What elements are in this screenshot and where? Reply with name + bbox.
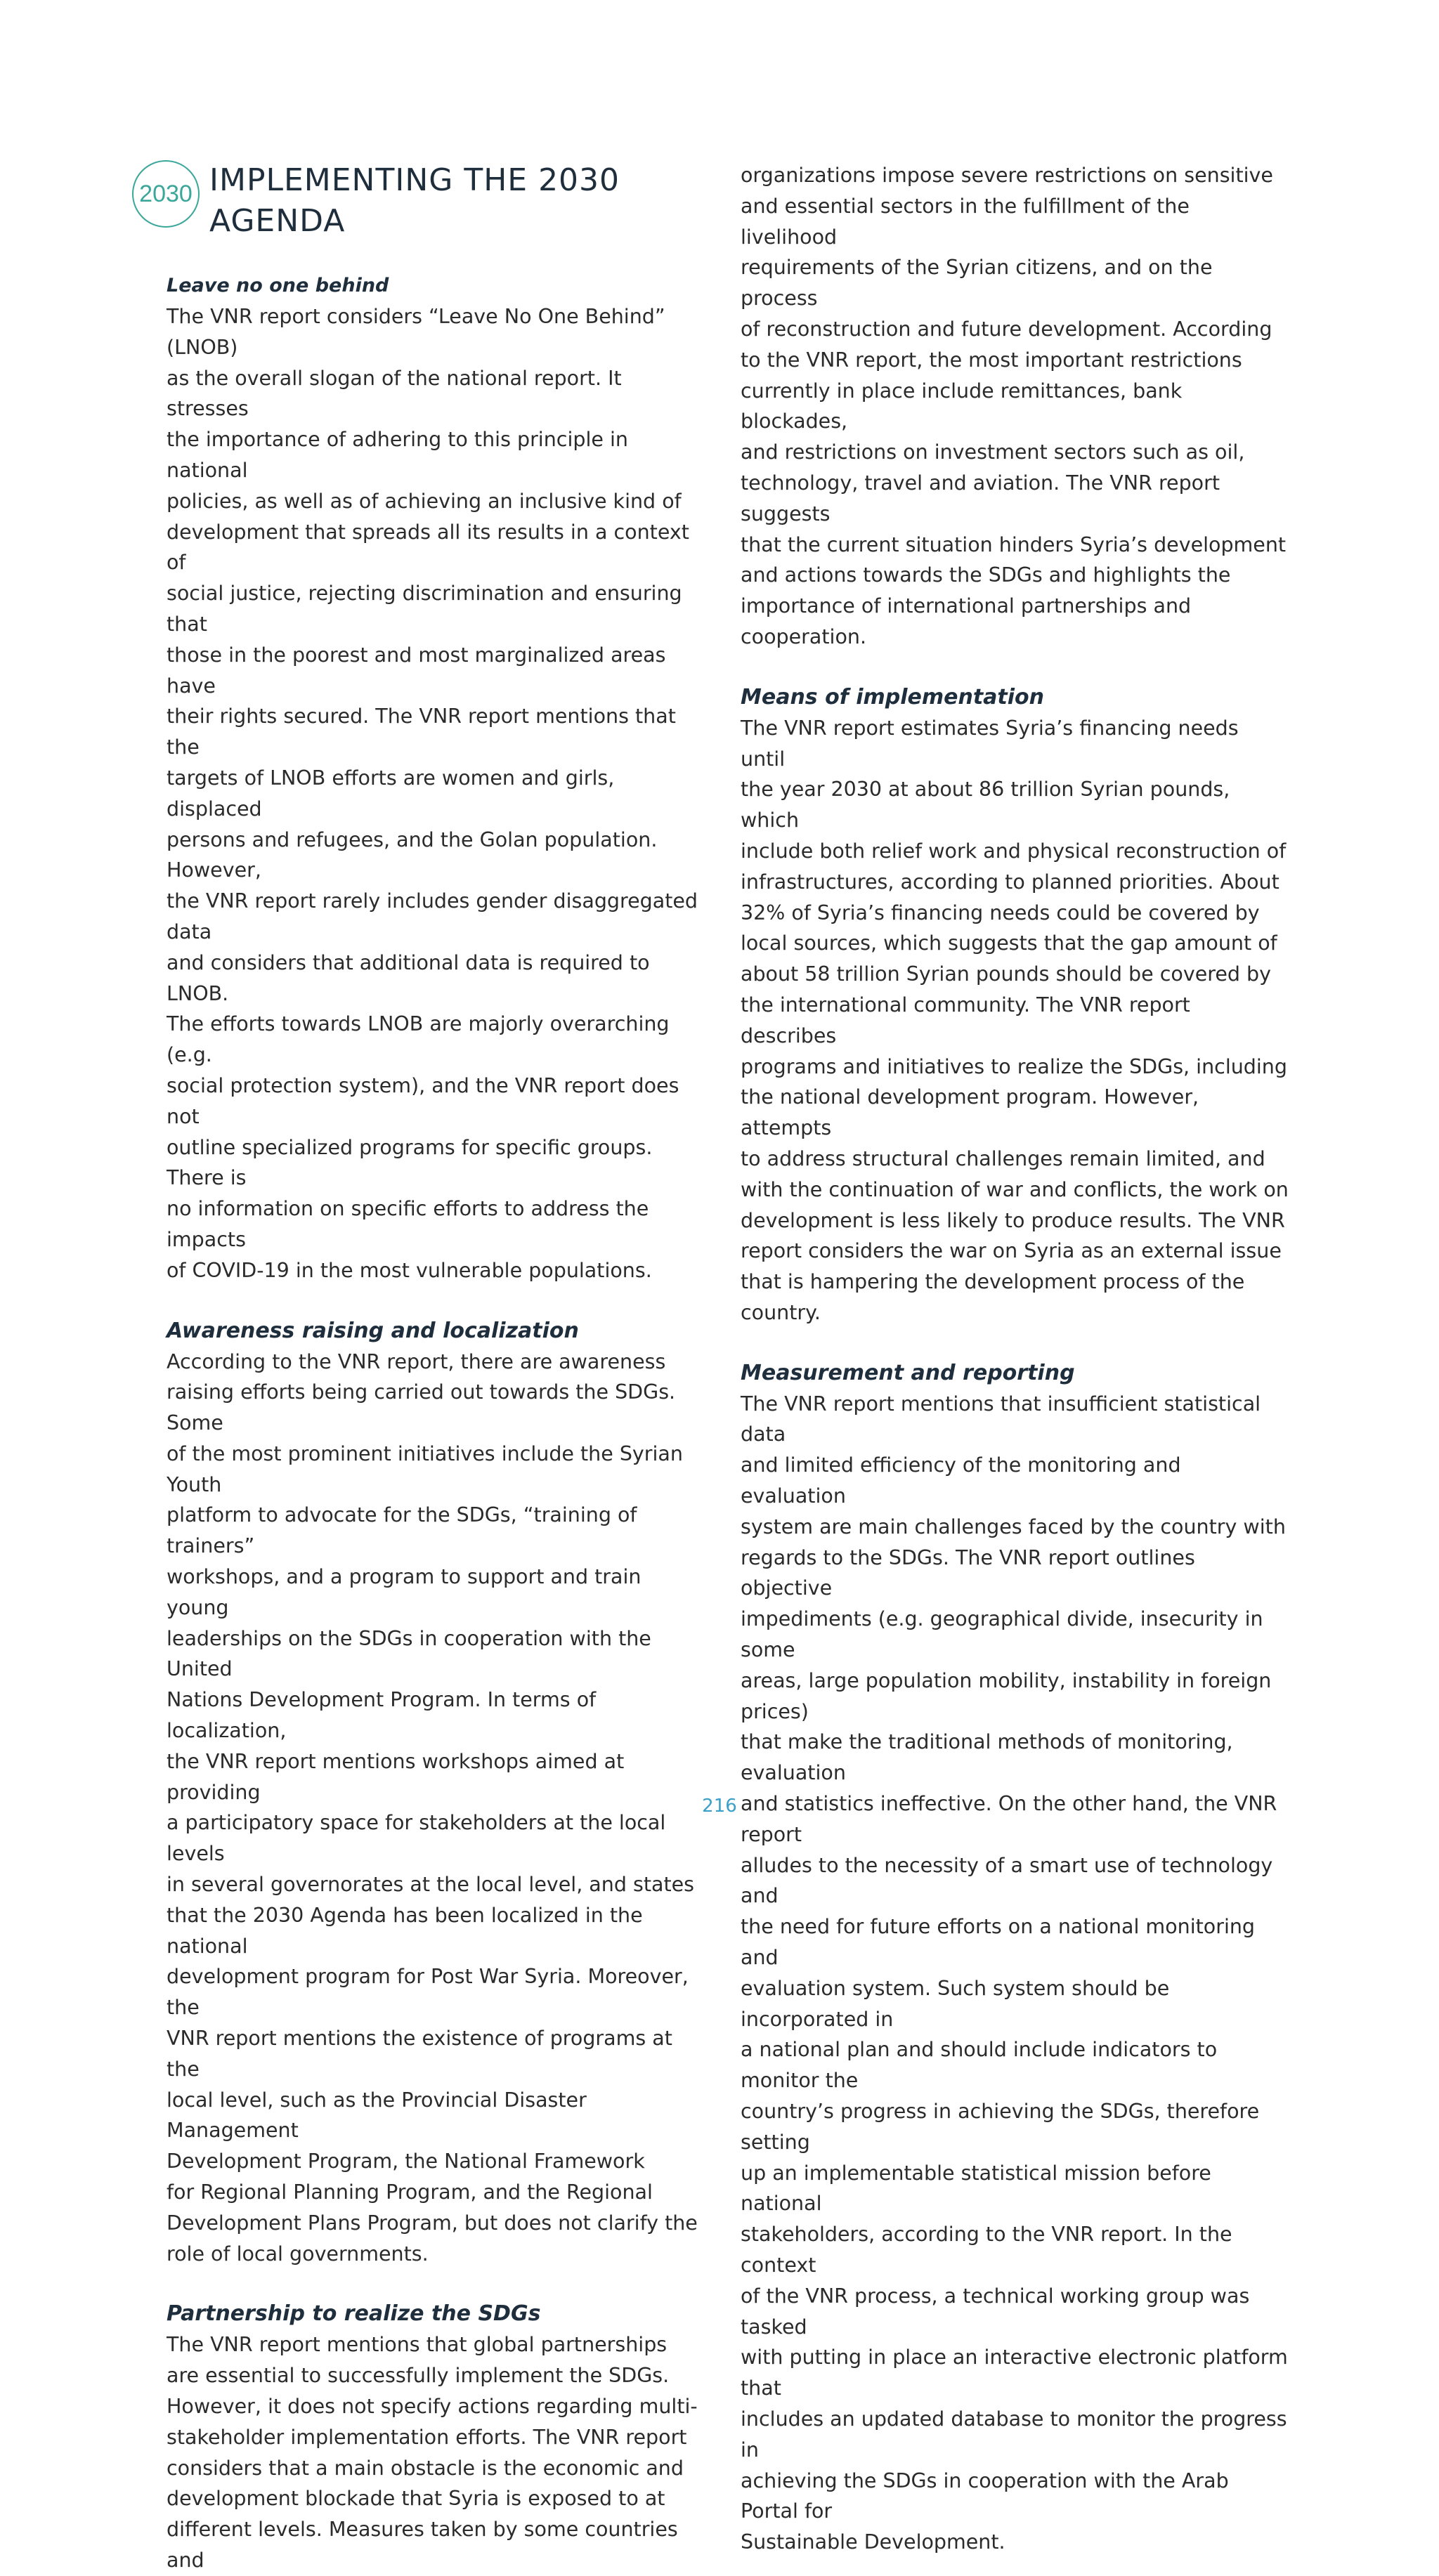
section-spacer (741, 653, 1289, 682)
section-title-measurement-reporting: Measurement and reporting (741, 1360, 1075, 1385)
section-title-means-of-implementation: Means of implementation (741, 684, 1044, 710)
section-spacer (167, 1286, 708, 1316)
right-column (741, 160, 1289, 2558)
section-body-measurement-reporting: The VNR report mentions that insufficient statistical data and limited efficiency of the monitoring and evaluation system are main challenges faced by the country with regards to the SDGs. The VNR report outlines objective impediments (e.g. geographical divide, insecurity in some areas, large population mobility, instability in foreign prices) that make the traditional methods of monitoring, evaluation and statistics ineffective. On the other hand, the VNR report alludes to the necessity of a smart use of technology and the need for future efforts on a national monitoring and evaluation system. Such system should be incorporated in a national plan and should include indicators to monitor the country’s progress in achieving the SDGs, therefore setting up an implementable statistical mission before national stakeholders, according to the VNR report. In the context of the VNR process, a technical working group was tasked with putting in place an interactive electronic platform that includes an updated database to monitor the progress in achieving the SDGs in cooperation with the Arab Portal for Sustainable Development. (741, 1392, 1288, 2554)
section-body-awareness-raising: According to the VNR report, there are awareness raising efforts being carried out towards the SDGs. Some of the most prominent initiatives include the Syrian Youth platform to advocate for the SDGs, “training of trainers” workshops, and a program to support and train young leaderships on the SDGs in cooperation with the United Nations Development Program. In terms of localization, the VNR report mentions workshops aimed at providing a participatory space for stakeholders at the local levels in several governorates at the local level, and states that the 2030 Agenda has been localized in the national development program for Post War Syria. Moreover, the VNR report mentions the existence of programs at the local level, such as the Provincial Disaster Management Development Program, the National Framework for Regional Planning Program, and the Regional Development Plans Program, but does not clarify the role of local governments. (167, 1349, 698, 2266)
section-body-means-of-implementation: The VNR report estimates Syria’s financing needs until the year 2030 at about 86 trillion Syrian pounds, which include both relief work and physical reconstruction of infrastructures, according to planned priorities. About 32% of Syria’s financing needs could be covered by local sources, which suggests that the gap amount of about 58 trillion Syrian pounds should be covered by the international community. The VNR report describes programs and initiatives to realize the SDGs, including the national development program. However, attempts to address structural challenges remain limited, and with the continuation of war and conflicts, the work on development is less likely to produce results. The VNR report considers the war on Syria as an external issue that is hampering the development process of the country. (741, 716, 1289, 1324)
chapter-title: IMPLEMENTING THE 2030 AGENDA (209, 162, 620, 239)
chapter-header (132, 160, 708, 242)
page-number: 216 (702, 1796, 737, 1817)
section-spacer (167, 2269, 708, 2299)
section-body-leave-no-one-behind: The VNR report considers “Leave No One Behind” (LNOB) as the overall slogan of the national report. It stresses the importance of adhering to this principle in national policies, as well as of achieving an inclusive kind of development that spreads all its results in a context of social justice, rejecting discrimination and ensuring that those in the poorest and most marginalized areas have their rights secured. The VNR report mentions that the targets of LNOB efforts are women and girls, displaced persons and refugees, and the Golan population. However, the VNR report rarely includes gender disaggregated data and considers that additional data is required to LNOB. The efforts towards LNOB are majorly overarching (e.g. social protection system), and the VNR report does not outline specialized programs for specific groups. There is no information on specific efforts to address the impacts of COVID-19 in the most vulnerable populations. (167, 305, 698, 1282)
left-column (167, 270, 708, 2576)
section-title-awareness-raising: Awareness raising and localization (167, 1318, 579, 1343)
section-title-leave-no-one-behind: Leave no one behind (167, 275, 389, 296)
section-title-partnership: Partnership to realize the SDGs (167, 2301, 541, 2327)
section-spacer (741, 1328, 1289, 1358)
partnership-continuation: organizations impose severe restrictions on sensitive and essential sectors in the fulfillment of the livelihood requirements of the Syrian citizens, and on the process of reconstruction and future development. According to the VNR report, the most important restrictions currently in place include remittances, bank blockades, and restrictions on investment sectors such as oil, technology, travel and aviation. The VNR report suggests that the current situation hinders Syria’s development and actions towards the SDGs and highlights the importance of international partnerships and cooperation. (741, 164, 1287, 648)
agenda-2030-badge: 2030 (132, 160, 200, 228)
section-body-partnership: The VNR report mentions that global partnerships are essential to successfully implement the SDGs. However, it does not specify actions regarding multi- stakeholder implementation efforts. The VNR report considers that a main obstacle is the economic and development blockade that Syria is exposed to at different levels. Measures taken by some countries and (167, 2333, 698, 2572)
